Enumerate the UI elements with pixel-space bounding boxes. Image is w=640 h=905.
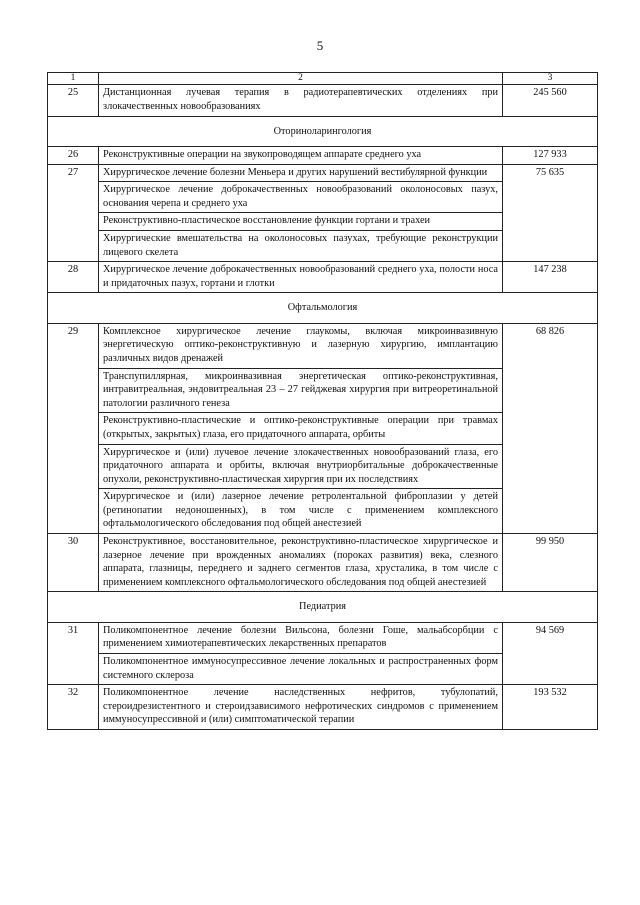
service-description: Хирургическое лечение болезни Меньера и других нарушений вестибулярной функции [99,164,503,182]
service-description: Хирургическое лечение доброкачественных новообразований среднего уха, полости носа и придаточных пазух, гортани и глотки [99,262,503,293]
quota-value: 99 950 [503,534,598,592]
section-row [48,592,598,623]
services-table [47,72,598,730]
row-number: 29 [48,323,99,533]
column-number-row [48,73,598,85]
service-description: Реконструктивно-пластические и оптико-реконструктивные операции при травмах (открытых, закрытых) глаза, его придаточного аппарата, орбиты [99,413,503,444]
service-description: Хирургическое лечение доброкачественных новообразований околоносовых пазух, основания черепа и среднего уха [99,182,503,213]
service-description: Реконструктивные операции на звукопроводящем аппарате среднего уха [99,147,503,165]
table-row [48,85,598,116]
table-row [48,147,598,165]
service-description: Транспупиллярная, микроинвазивная энергетическая оптико-реконструктивная, интравитреальная, эндовитреальная 23 – 27 гейджевая хирургия при витреоретинальной патологии различного генеза [99,368,503,413]
page-number: 5 [316,38,324,53]
table-row [48,262,598,293]
quota-value: 94 569 [503,622,598,684]
service-description: Хирургическое и (или) лазерное лечение ретролентальной фиброплазии у детей (ретинопатии недоношенных), в том числе с применением комплексного офтальмологического обследования под общей анестезией [99,489,503,534]
quota-value: 75 635 [503,164,598,261]
services-table-body [48,73,598,730]
row-number: 26 [48,147,99,165]
section-title: Педиатрия [48,592,598,623]
table-row [48,622,598,653]
table-row [48,323,598,368]
service-description: Поликомпонентное иммуносупрессивное лечение локальных и распространенных форм системного склероза [99,654,503,685]
section-title: Офтальмология [48,293,598,324]
quota-value: 193 532 [503,685,598,730]
quota-value: 147 238 [503,262,598,293]
row-number: 25 [48,85,99,116]
quota-value: 127 933 [503,147,598,165]
column-number-2: 2 [99,73,503,85]
row-number: 30 [48,534,99,592]
service-description: Реконструктивное, восстановительное, реконструктивно-пластическое хирургическое и лазерное лечение при врожденных аномалиях (пороках развития) века, слезного аппарата, глазницы, переднего и заднего сегментов глаза, хрусталика, в том числе с применением комплексного офтальмологического обследования под общей анестезией [99,534,503,592]
table-row [48,164,598,182]
service-description: Хирургические вмешательства на околоносовых пазухах, требующие реконструкции лицевого скелета [99,231,503,262]
row-number: 31 [48,622,99,684]
column-number-3: 3 [503,73,598,85]
section-title: Оториноларингология [48,116,598,147]
table-row [48,534,598,592]
quota-value: 68 826 [503,323,598,533]
service-description: Хирургическое и (или) лучевое лечение злокачественных новообразований глаза, его придаточного аппарата и орбиты, включая внутриорбитальные доброкачественные опухоли, реконструктивно-пластическая хирургия при их последствиях [99,444,503,489]
table-row [48,685,598,730]
row-number: 27 [48,164,99,261]
service-description: Реконструктивно-пластическое восстановление функции гортани и трахеи [99,213,503,231]
service-description: Поликомпонентное лечение наследственных нефритов, тубулопатий, стероидрезистентного и стероидзависимого нефротических синдромов с применением иммуносупрессивной и (или) симптоматической терапии [99,685,503,730]
quota-value: 245 560 [503,85,598,116]
section-row [48,116,598,147]
section-row [48,293,598,324]
row-number: 28 [48,262,99,293]
column-number-1: 1 [48,73,99,85]
service-description: Комплексное хирургическое лечение глаукомы, включая микроинвазивную энергетическую оптико-реконструктивную и лазерную хирургию, имплантацию различных видов дренажей [99,323,503,368]
service-description: Поликомпонентное лечение болезни Вильсона, болезни Гоше, мальабсорбции с применением химиотерапевтических лекарственных препаратов [99,622,503,653]
service-description: Дистанционная лучевая терапия в радиотерапевтических отделениях при злокачественных новообразованиях [99,85,503,116]
row-number: 32 [48,685,99,730]
